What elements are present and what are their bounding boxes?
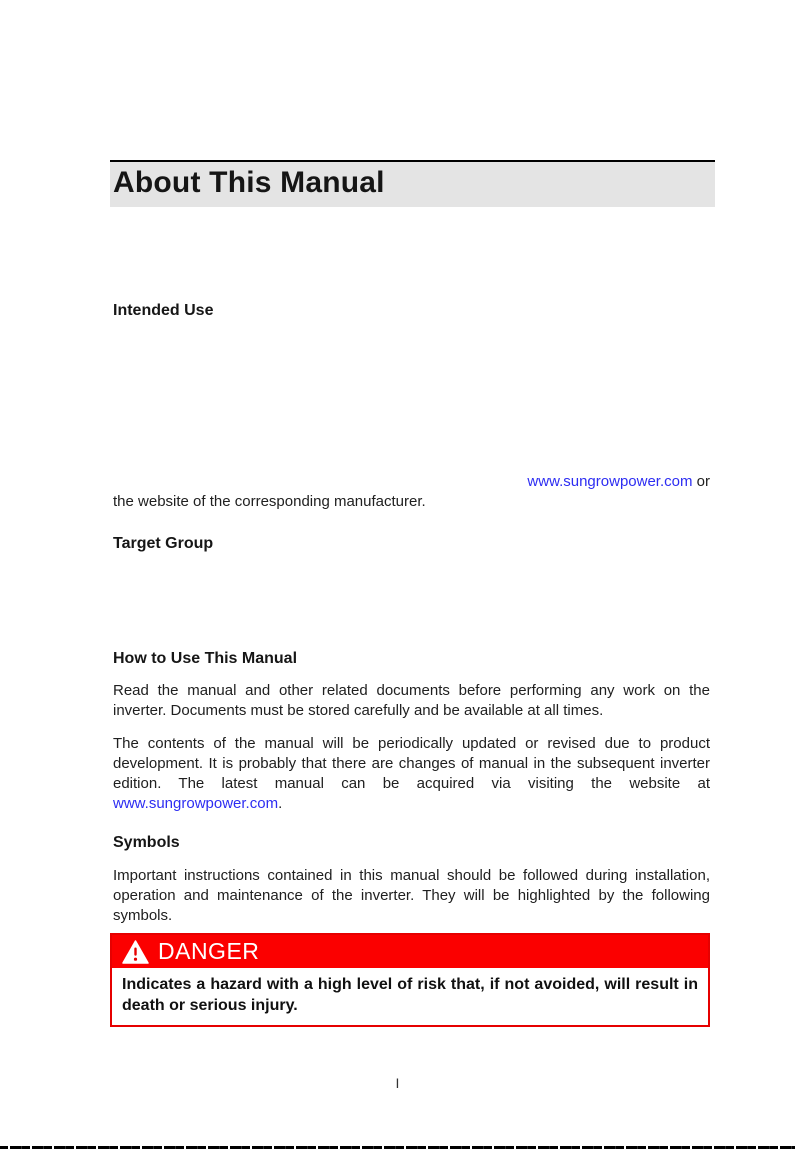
heading-target-group: Target Group <box>113 535 214 552</box>
intended-use-continuation: the website of the corresponding manufacturer. <box>113 493 426 510</box>
page-title: About This Manual <box>113 166 385 199</box>
sungrowpower-link[interactable]: www.sungrowpower.com <box>527 473 693 490</box>
intended-use-link-line <box>113 472 710 492</box>
danger-label: DANGER <box>158 938 260 964</box>
danger-callout <box>110 933 710 1027</box>
danger-description: Indicates a hazard with a high level of risk that, if not avoided, will result in death or serious injury. <box>122 976 698 1014</box>
bottom-dashed-separator <box>0 1146 795 1149</box>
danger-header <box>112 935 708 968</box>
page-number: I <box>395 1075 400 1091</box>
sungrowpower-link-inline[interactable]: www.sungrowpower.com <box>113 795 279 812</box>
how-to-use-paragraph-1: Read the manual and other related documents before performing any work on the inverter. Documents must be stored carefully and be available at all times. <box>113 682 710 719</box>
heading-how-to-use: How to Use This Manual <box>113 650 298 667</box>
heading-intended-use: Intended Use <box>113 302 214 319</box>
title-banner <box>110 160 715 207</box>
paragraph-2-period: . <box>278 795 283 812</box>
how-to-use-paragraph-2 <box>113 734 710 814</box>
link-suffix-text: or <box>692 473 710 490</box>
warning-triangle-icon <box>122 940 149 964</box>
paragraph-2-text: The contents of the manual will be periodically updated or revised due to product development. It is probably that there are changes of manual in the subsequent inverter edition. The latest manual can be acquired via visiting the website at <box>113 735 710 792</box>
symbols-paragraph: Important instructions contained in this manual should be followed during installation, operation and maintenance of the inverter. They will be highlighted by the following symbols. <box>113 867 710 924</box>
heading-symbols: Symbols <box>113 834 180 851</box>
